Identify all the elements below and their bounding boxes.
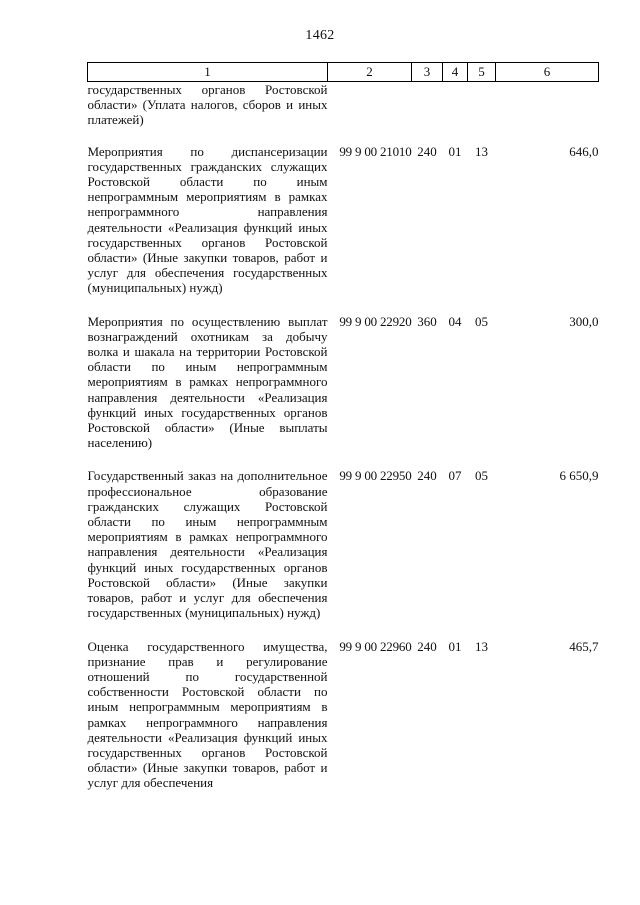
row-sum: 6 650,9 — [559, 468, 599, 484]
col-header-6: 6 — [496, 63, 599, 82]
row-description: Мероприятия по диспансеризации государственных гражданских служащих Ростовской области по иным непрограммным мероприятиям в рамках непрограммного направления деятельности «Реализация функций иных государственных органов Ростовской области» (Иные закупки товаров, работ и услуг для обеспечения государственных (муниципальных) нужд) — [87, 143, 328, 296]
col-header-3: 3 — [412, 63, 443, 82]
row-rz — [443, 82, 468, 144]
row-code — [328, 82, 412, 144]
header-row — [88, 63, 599, 82]
col-header-5: 5 — [468, 63, 496, 82]
row-vr: 360 — [417, 313, 437, 329]
table-row — [88, 468, 599, 638]
row-pr: 13 — [475, 143, 488, 159]
row-rz: 01 — [448, 143, 462, 159]
row-code: 99 9 00 22950 — [339, 468, 412, 484]
page-number: 1462 — [305, 28, 335, 43]
table-row — [88, 82, 599, 144]
col-header-4: 4 — [443, 63, 468, 82]
row-vr — [412, 82, 443, 144]
row-sum — [496, 82, 599, 144]
row-pr: 05 — [475, 313, 488, 329]
row-sum: 646,0 — [569, 143, 599, 159]
table-row — [88, 314, 599, 469]
row-description: Мероприятия по осуществлению выплат вознаграждений охотникам за добычу волка и шакала на территории Ростовской области по иным непрограммным мероприятиям в рамках непрограммного направления деятельности «Реализация функций иных государственных органов Ростовской области» (Иные выплаты населению) — [87, 313, 328, 451]
row-description: Государственный заказ на дополнительное профессиональное образование гражданских служащих Ростовской области по иным непрограммным мероприятиям в рамках непрограммного направления деятельности «Реализация функций иных государственных органов Ростовской области» (Иные закупки товаров, работ и услуг для обеспечения государственных (муниципальных) нужд) — [87, 468, 328, 621]
row-code: 99 9 00 21010 — [339, 143, 412, 159]
row-rz: 01 — [448, 638, 462, 654]
row-vr: 240 — [417, 143, 437, 159]
row-vr: 240 — [417, 468, 437, 484]
row-description: государственных органов Ростовской области» (Уплата налогов, сборов и иных платежей) — [87, 82, 328, 128]
row-sum: 300,0 — [569, 313, 599, 329]
table-row — [88, 639, 599, 809]
row-sum: 465,7 — [569, 638, 599, 654]
table-row — [88, 144, 599, 314]
row-rz: 07 — [448, 468, 462, 484]
col-header-1: 1 — [88, 63, 328, 82]
row-description: Оценка государственного имущества, признание прав и регулирование отношений по государственной собственности Ростовской области по иным непрограммным мероприятиям в рамках непрограммного направления деятельности «Реализация функций иных государственных органов Ростовской области» (Иные закупки товаров, работ и услуг для обеспечения — [87, 638, 328, 791]
row-rz: 04 — [448, 313, 462, 329]
row-code: 99 9 00 22960 — [339, 638, 412, 654]
row-pr — [468, 82, 496, 144]
row-code: 99 9 00 22920 — [339, 313, 412, 329]
col-header-2: 2 — [328, 63, 412, 82]
row-pr: 05 — [475, 468, 488, 484]
budget-table — [87, 62, 599, 809]
row-vr: 240 — [417, 638, 437, 654]
row-pr: 13 — [475, 638, 488, 654]
